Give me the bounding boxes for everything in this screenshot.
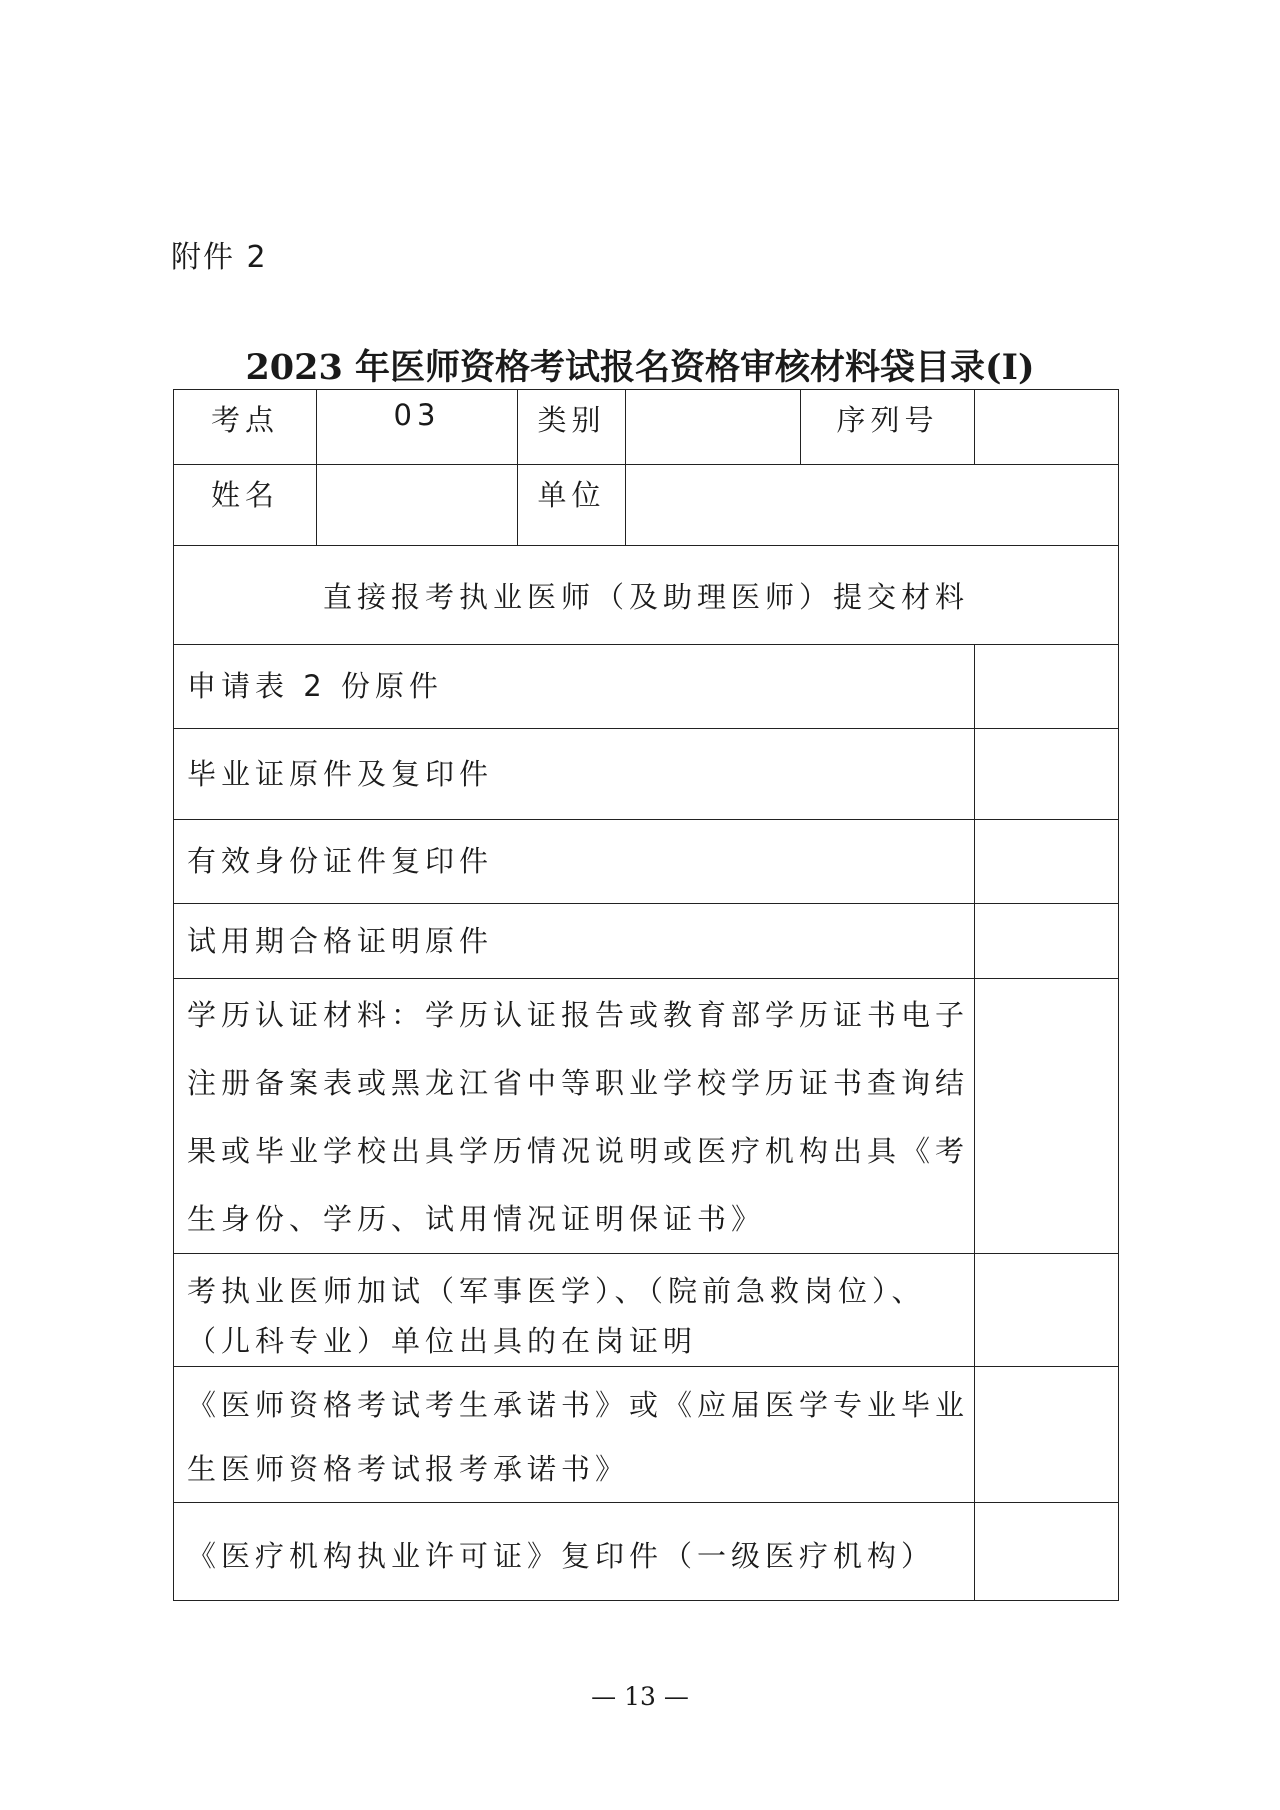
item-text: 申请表 2 份原件 xyxy=(174,645,975,729)
page-number: — 13 — xyxy=(591,1682,689,1711)
item-text: 有效身份证件复印件 xyxy=(174,820,975,904)
category-label: 类别 xyxy=(518,390,626,465)
list-item xyxy=(174,1503,1119,1601)
header-row-1 xyxy=(174,390,1119,465)
unit-label: 单位 xyxy=(518,465,626,546)
item-text: 毕业证原件及复印件 xyxy=(174,729,975,820)
item-check-cell xyxy=(975,1254,1119,1367)
list-item xyxy=(174,979,1119,1254)
attachment-label: 附件 2 xyxy=(171,240,268,275)
item-check-cell xyxy=(975,1367,1119,1503)
item-text: 《医疗机构执业许可证》复印件（一级医疗机构） xyxy=(174,1503,975,1601)
list-item xyxy=(174,1367,1119,1503)
materials-table xyxy=(173,389,1119,1601)
section-title: 直接报考执业医师（及助理医师）提交材料 xyxy=(174,546,1119,645)
item-check-cell xyxy=(975,979,1119,1254)
list-item xyxy=(174,1254,1119,1367)
name-label: 姓名 xyxy=(174,465,317,546)
name-value xyxy=(317,465,518,546)
serial-label: 序列号 xyxy=(801,390,975,465)
list-item xyxy=(174,729,1119,820)
exam-site-value: 03 xyxy=(317,390,518,465)
document-title: 2023 年医师资格考试报名资格审核材料袋目录(I) xyxy=(245,347,1035,388)
list-item xyxy=(174,904,1119,979)
item-check-cell xyxy=(975,645,1119,729)
item-check-cell xyxy=(975,820,1119,904)
item-check-cell xyxy=(975,729,1119,820)
item-check-cell xyxy=(975,1503,1119,1601)
section-row xyxy=(174,546,1119,645)
header-row-2 xyxy=(174,465,1119,546)
category-value xyxy=(626,390,801,465)
unit-value xyxy=(626,465,1119,546)
item-text: 《医师资格考试考生承诺书》或《应届医学专业毕业生医师资格考试报考承诺书》 xyxy=(174,1367,975,1503)
item-text: 学历认证材料：学历认证报告或教育部学历证书电子注册备案表或黑龙江省中等职业学校学历证书查询结果或毕业学校出具学历情况说明或医疗机构出具《考生身份、学历、试用情况证明保证书》 xyxy=(174,979,975,1254)
serial-value xyxy=(975,390,1119,465)
exam-site-label: 考点 xyxy=(174,390,317,465)
list-item xyxy=(174,820,1119,904)
item-text: 考执业医师加试（军事医学）、（院前急救岗位）、（儿科专业）单位出具的在岗证明 xyxy=(174,1254,975,1367)
item-text: 试用期合格证明原件 xyxy=(174,904,975,979)
list-item xyxy=(174,645,1119,729)
item-check-cell xyxy=(975,904,1119,979)
